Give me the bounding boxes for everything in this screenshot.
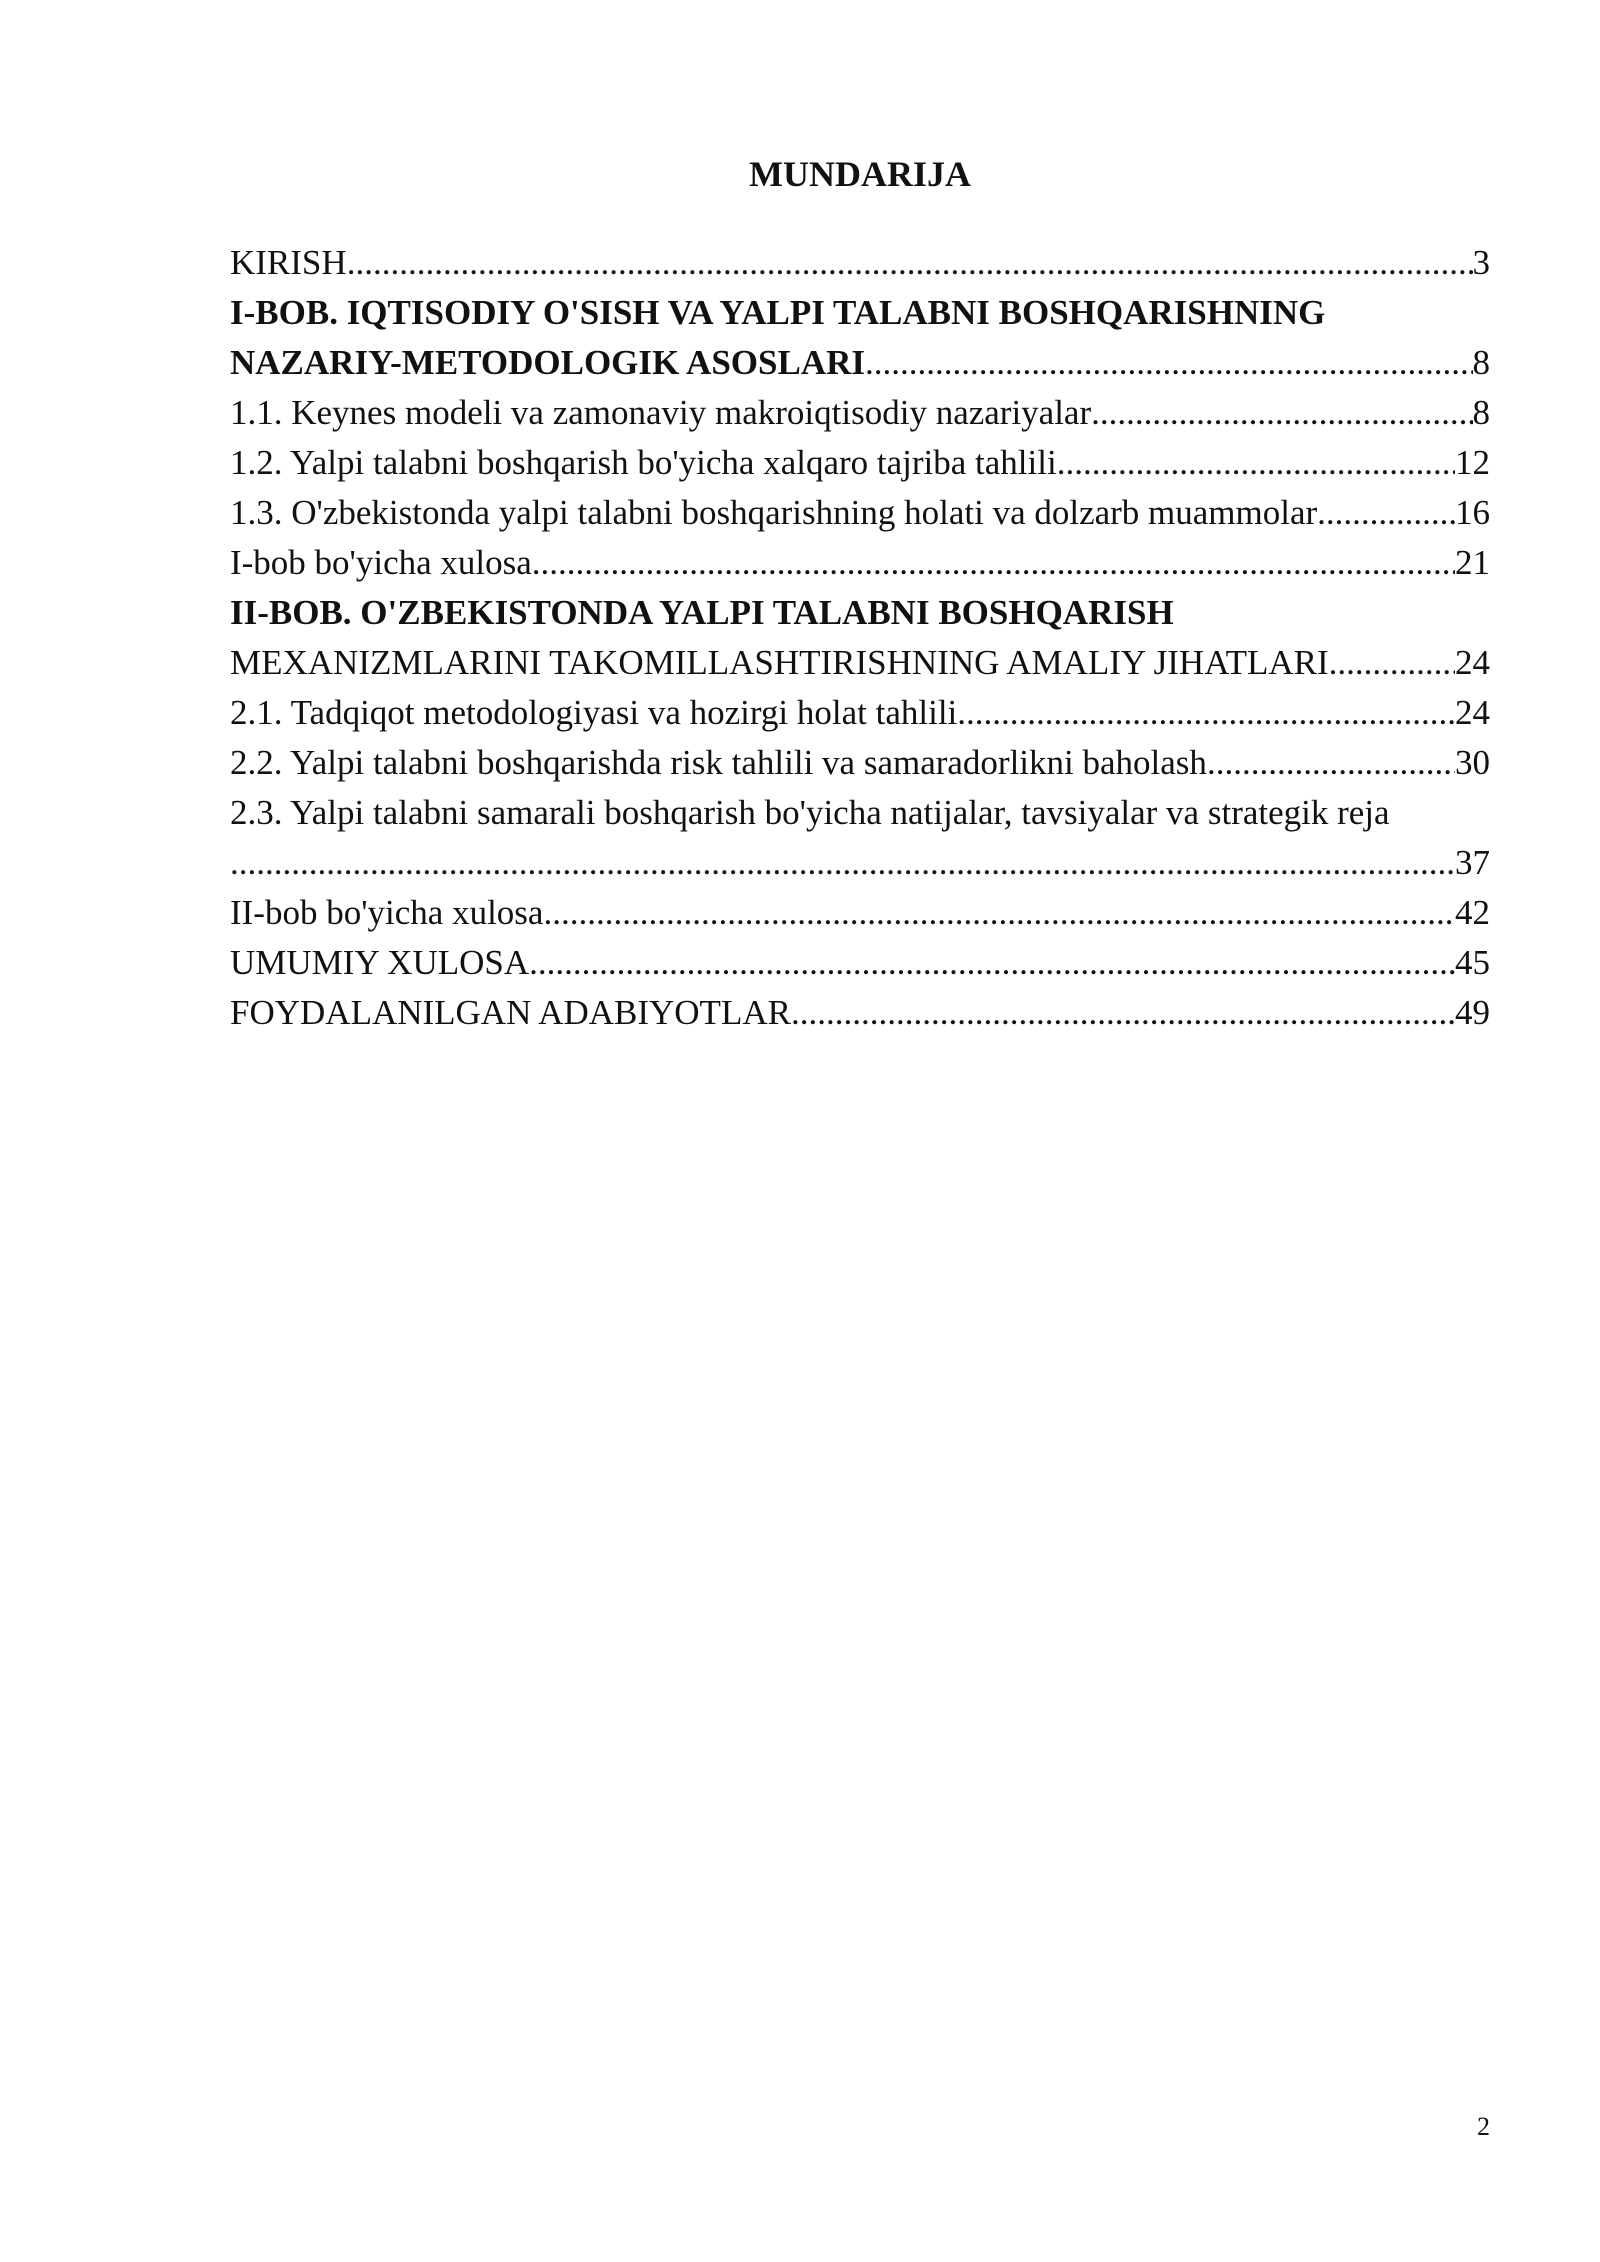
toc-leader-dots xyxy=(1317,488,1455,538)
toc-entry-chapter-2[interactable] xyxy=(230,638,1490,688)
toc-entry-text: I-bob bo'yicha xulosa xyxy=(230,543,532,582)
toc-entry-2-1[interactable] xyxy=(230,688,1490,738)
toc-leader-dots xyxy=(1207,738,1455,788)
toc-entry-text: II-bob bo'yicha xulosa xyxy=(230,893,544,932)
toc-entry-page: 49 xyxy=(1455,993,1490,1032)
toc-entry-kirish[interactable] xyxy=(230,238,1490,288)
page-number: 2 xyxy=(1477,2112,1490,2141)
toc-entry-chapter-2-line-1[interactable]: II-BOB. O'ZBEKISTONDA YALPI TALABNI BOSHQARISH xyxy=(230,593,1174,632)
toc-entry-page: 3 xyxy=(1472,243,1490,282)
toc-leader-dots xyxy=(791,988,1455,1038)
toc-entry-text: 1.2. Yalpi talabni boshqarish bo'yicha xalqaro tajriba tahlili xyxy=(230,443,1057,482)
toc-entry-page: 24 xyxy=(1455,693,1490,732)
toc-entry-1-2[interactable] xyxy=(230,438,1490,488)
toc-entry-text: MEXANIZMLARINI TAKOMILLASHTIRISHNING AMALIY JIHATLARI. xyxy=(230,643,1338,682)
toc-entry-page: 8 xyxy=(1472,343,1490,382)
toc-leader-dots xyxy=(1091,388,1472,438)
toc-entry-chapter-1[interactable] xyxy=(230,338,1490,388)
toc-leader-dots xyxy=(347,238,1473,288)
toc-entry-chapter-1-conclusion[interactable] xyxy=(230,538,1490,588)
toc-entry-page: 45 xyxy=(1455,943,1490,982)
toc-entry-text: NAZARIY-METODOLOGIK ASOSLARI xyxy=(230,343,866,382)
toc-entry-page: 8 xyxy=(1472,393,1490,432)
toc-leader-dots xyxy=(957,688,1455,738)
toc-leader-dots xyxy=(529,938,1455,988)
toc-entry-page: 24 xyxy=(1455,643,1490,682)
toc-entry-text: 2.2. Yalpi talabni boshqarishda risk tahlili va samaradorlikni baholash xyxy=(230,743,1207,782)
toc-entry-chapter-1-line-1[interactable]: I-BOB. IQTISODIY O'SISH VA YALPI TALABNI BOSHQARISHNING xyxy=(230,293,1326,332)
toc-entry-page: 37 xyxy=(1455,843,1490,882)
toc-entry-references[interactable] xyxy=(230,988,1490,1038)
toc-leader-dots xyxy=(230,838,1455,888)
toc-entry-2-2[interactable] xyxy=(230,738,1490,788)
toc-entry-2-3-line-1[interactable]: 2.3. Yalpi talabni samarali boshqarish bo'yicha natijalar, tavsiyalar va strategik reja xyxy=(230,793,1390,832)
toc-entry-text: KIRISH xyxy=(230,243,347,282)
toc-entry-text: 2.1. Tadqiqot metodologiyasi va hozirgi holat tahlili xyxy=(230,693,958,732)
toc-entry-page: 12 xyxy=(1455,443,1490,482)
page-title: MUNDARIJA xyxy=(749,154,971,194)
toc-entry-general-conclusion[interactable] xyxy=(230,938,1490,988)
toc-leader-dots xyxy=(543,888,1455,938)
toc-entry-page: 16 xyxy=(1455,493,1490,532)
toc-entry-text: 1.1. Keynes modeli va zamonaviy makroiqtisodiy nazariyalar xyxy=(230,393,1092,432)
toc-entry-page: 30 xyxy=(1455,743,1490,782)
toc-entry-text: FOYDALANILGAN ADABIYOTLAR xyxy=(230,993,791,1032)
toc-entry-2-3[interactable] xyxy=(230,838,1490,888)
toc-entry-1-1[interactable] xyxy=(230,388,1490,438)
toc-leader-dots xyxy=(532,538,1455,588)
toc-entry-chapter-2-conclusion[interactable] xyxy=(230,888,1490,938)
toc-leader-dots xyxy=(1057,438,1455,488)
toc-entry-page: 21 xyxy=(1455,543,1490,582)
toc-entry-page: 42 xyxy=(1455,893,1490,932)
toc-entry-text: UMUMIY XULOSA xyxy=(230,943,530,982)
toc-leader-dots xyxy=(865,338,1472,388)
toc-entry-text: 1.3. O'zbekistonda yalpi talabni boshqarishning holati va dolzarb muammolar xyxy=(230,493,1318,532)
toc-leader-dots xyxy=(1337,638,1455,688)
toc-entry-1-3[interactable] xyxy=(230,488,1490,538)
table-of-contents xyxy=(230,238,1490,1038)
